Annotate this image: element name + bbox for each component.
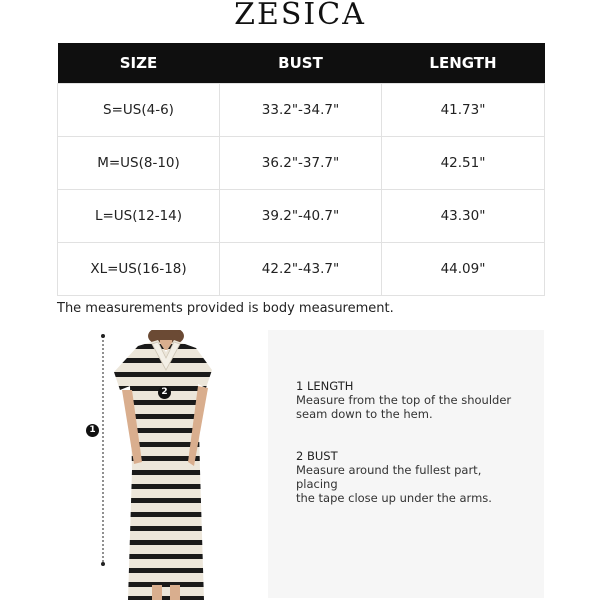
header-size: SIZE (58, 43, 220, 84)
model-photo (108, 330, 218, 600)
cell-size: L=US(12-14) (58, 190, 220, 243)
table-row (58, 84, 545, 137)
instruction-bust (296, 449, 526, 505)
cell-bust: 39.2"-40.7" (220, 190, 382, 243)
length-measure-line (86, 330, 110, 570)
cell-bust: 33.2"-34.7" (220, 84, 382, 137)
instruction-body-line: the tape close up under the arms. (296, 491, 492, 505)
cell-size: XL=US(16-18) (58, 243, 220, 296)
brand-logo: ZESICA (234, 0, 366, 32)
instruction-title: 1 LENGTH (296, 379, 354, 393)
cell-bust: 36.2"-37.7" (220, 137, 382, 190)
length-marker-badge: 1 (86, 424, 99, 437)
measurement-note: The measurements provided is body measurement. (57, 301, 394, 316)
cell-length: 44.09" (382, 243, 545, 296)
table-row (58, 190, 545, 243)
instruction-body-line: seam down to the hem. (296, 407, 433, 421)
size-chart-table (57, 43, 545, 296)
instruction-length (296, 379, 526, 421)
header-bust: BUST (220, 43, 382, 84)
header-length: LENGTH (382, 43, 545, 84)
instruction-title: 2 BUST (296, 449, 338, 463)
cell-bust: 42.2"-43.7" (220, 243, 382, 296)
cell-size: S=US(4-6) (58, 84, 220, 137)
instruction-body-line: Measure from the top of the shoulder (296, 393, 512, 407)
cell-length: 42.51" (382, 137, 545, 190)
cell-size: M=US(8-10) (58, 137, 220, 190)
table-row (58, 243, 545, 296)
bust-marker-badge: 2 (158, 386, 171, 399)
table-row (58, 137, 545, 190)
cell-length: 41.73" (382, 84, 545, 137)
table-header-row (58, 43, 545, 84)
cell-length: 43.30" (382, 190, 545, 243)
instruction-body-line: Measure around the fullest part, placing (296, 463, 482, 491)
